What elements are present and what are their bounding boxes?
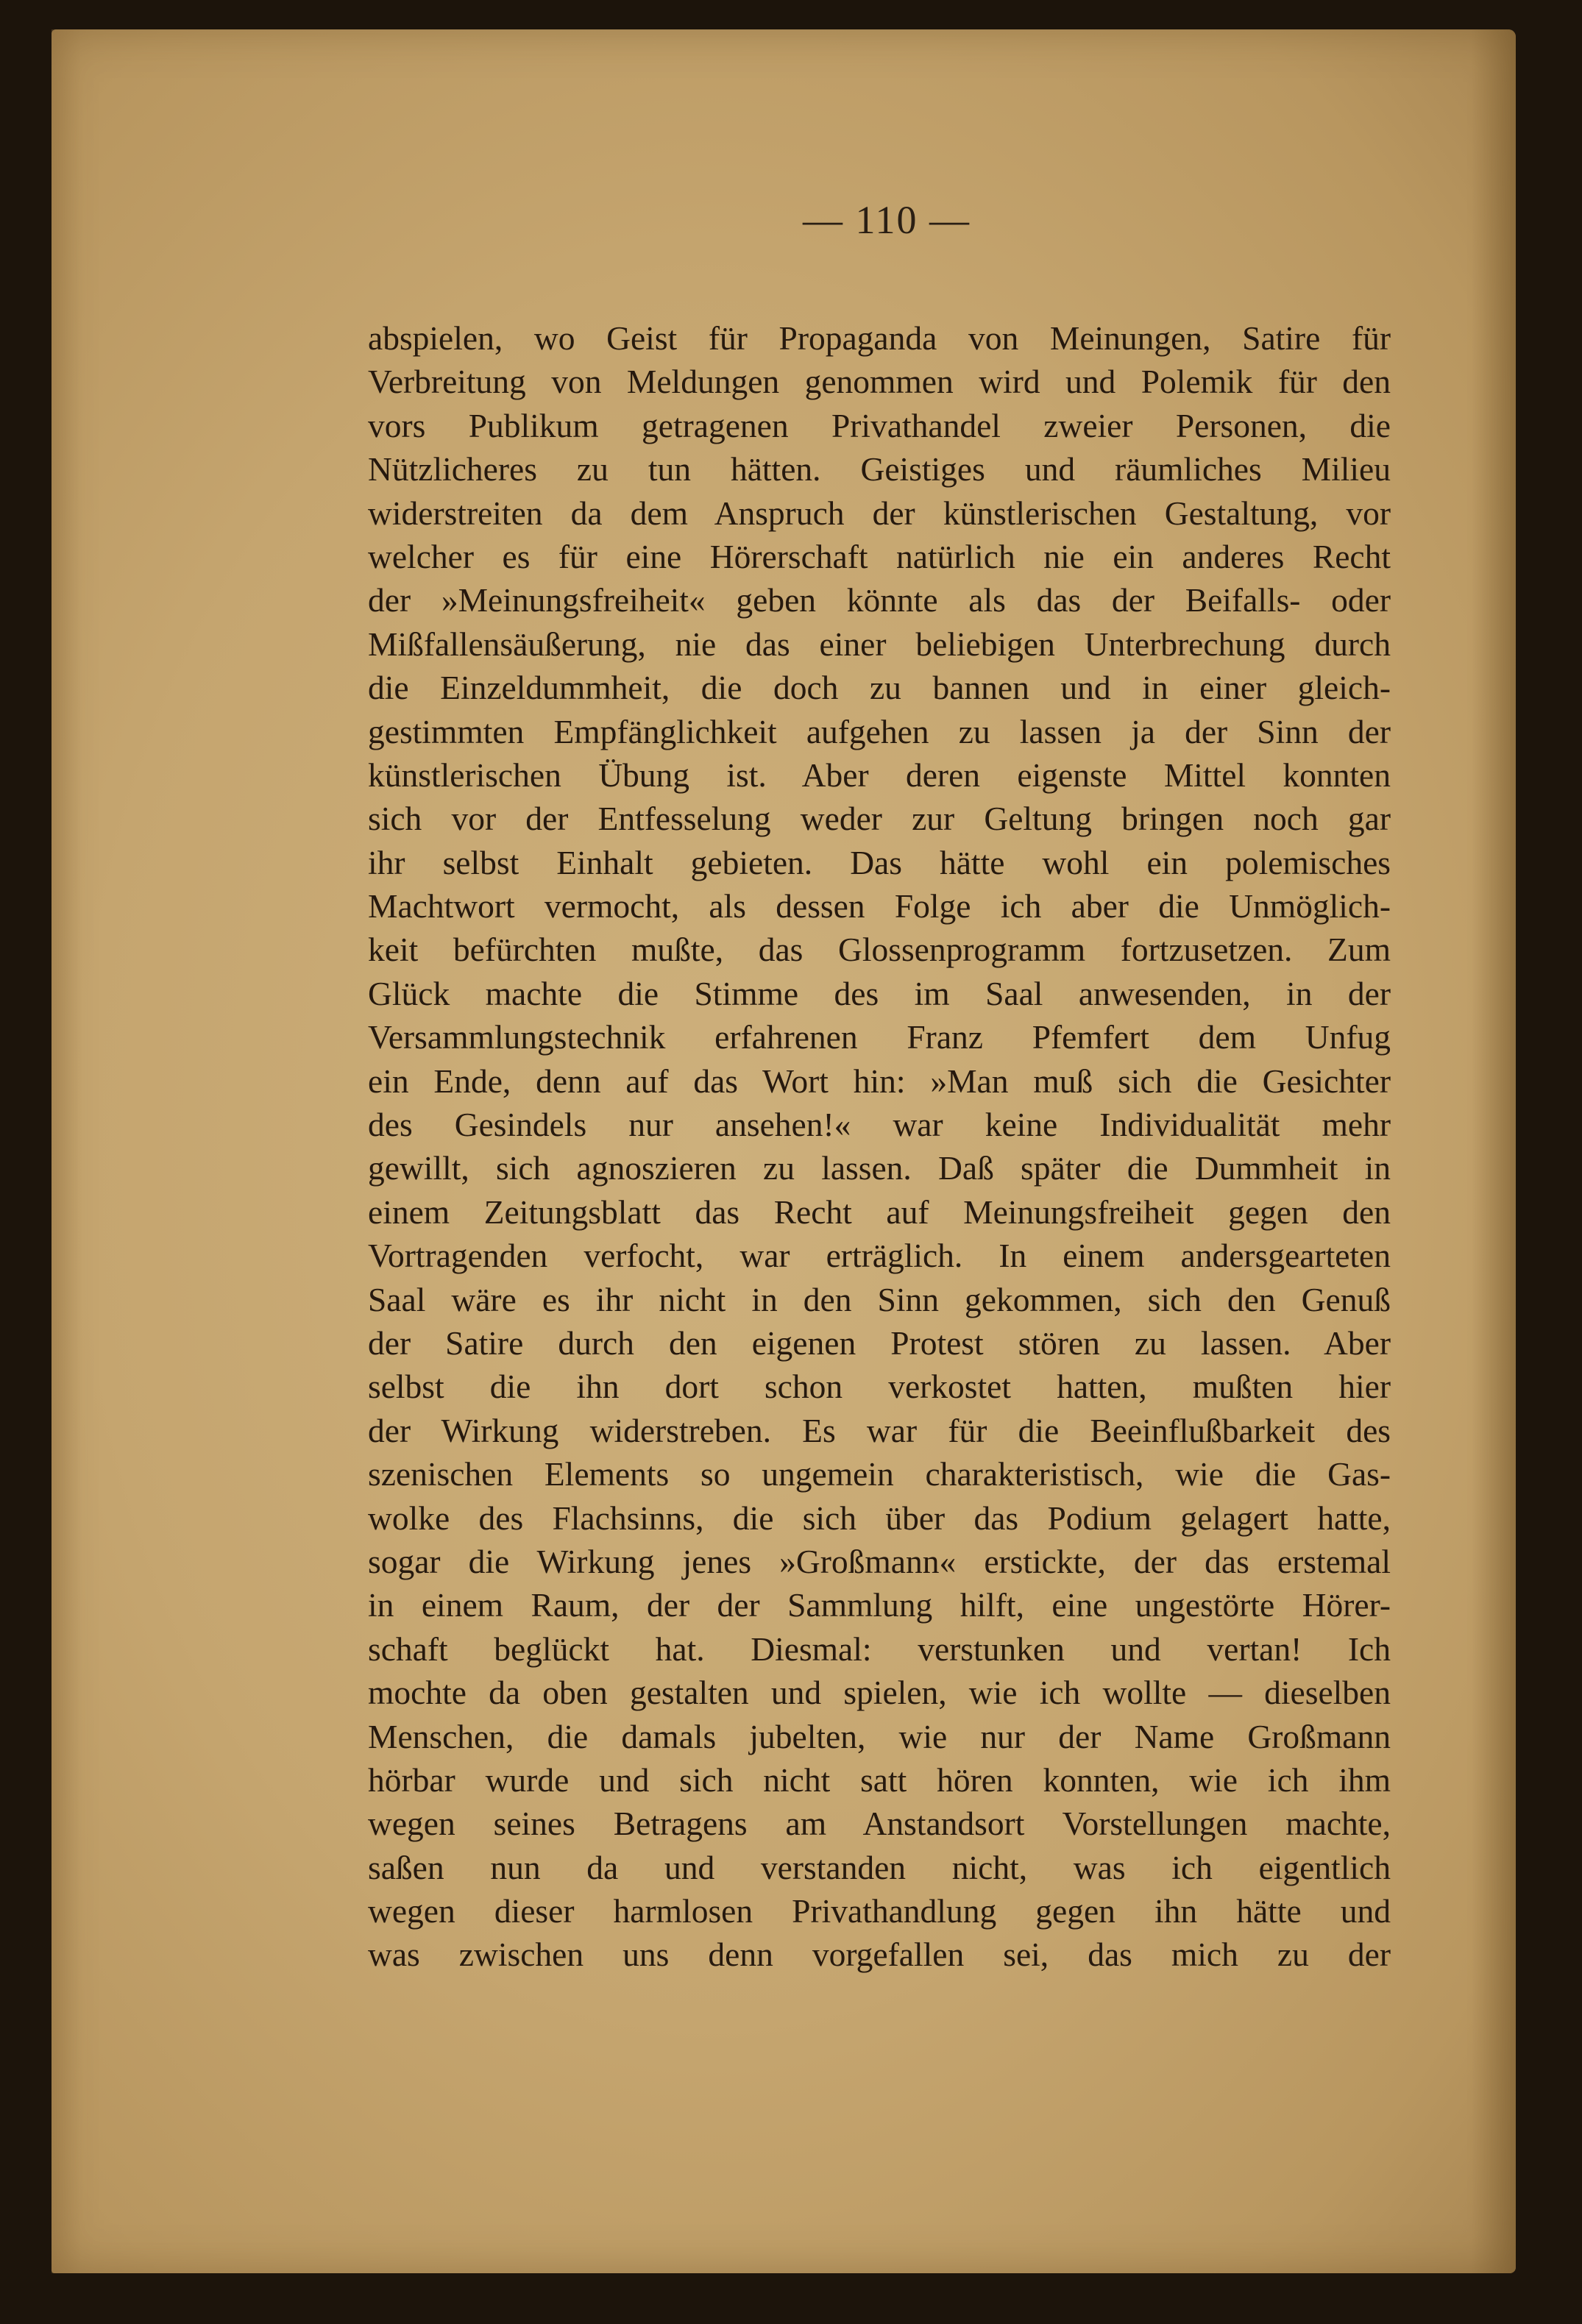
- text-line: wolke des Flachsinns, die sich über das Podium gelagert hatte,: [368, 1499, 1391, 1537]
- text-line: sogar die Wirkung jenes »Großmann« erstickte, der das erstemal: [368, 1542, 1391, 1580]
- text-line: Machtwort vermocht, als dessen Folge ich aber die Unmöglich-: [368, 887, 1391, 925]
- page-number: — 110 —: [803, 198, 971, 242]
- text-line: Mißfallensäußerung, nie das einer beliebigen Unterbrechung durch: [368, 625, 1391, 663]
- text-line: keit befürchten mußte, das Glossenprogramm fortzusetzen. Zum: [368, 931, 1391, 969]
- text-line: Menschen, die damals jubelten, wie nur der Name Großmann: [368, 1717, 1391, 1755]
- text-line: künstlerischen Übung ist. Aber deren eigenste Mittel konnten: [368, 756, 1391, 794]
- text-line: selbst die ihn dort schon verkostet hatten, mußten hier: [368, 1368, 1391, 1406]
- text-line: welcher es für eine Hörerschaft natürlich nie ein anderes Recht: [368, 537, 1391, 575]
- text-line: schaft beglückt hat. Diesmal: verstunken und vertan! Ich: [368, 1630, 1391, 1668]
- text-line: Glück machte die Stimme des im Saal anwesenden, in der: [368, 974, 1391, 1012]
- text-line: gestimmten Empfänglichkeit aufgehen zu lassen ja der Sinn der: [368, 712, 1391, 750]
- text-line: widerstreiten da dem Anspruch der künstlerischen Gestaltung, vor: [368, 494, 1391, 532]
- text-line: Nützlicheres zu tun hätten. Geistiges und räumliches Milieu: [368, 450, 1391, 488]
- text-line: szenischen Elements so ungemein charakteristisch, wie die Gas-: [368, 1455, 1391, 1493]
- text-line: ein Ende, denn auf das Wort hin: »Man muß sich die Gesichter: [368, 1062, 1391, 1100]
- text-line: sich vor der Entfesselung weder zur Geltung bringen noch gar: [368, 800, 1391, 838]
- text-line: wegen seines Betragens am Anstandsort Vorstellungen machte,: [368, 1805, 1391, 1843]
- text-line: Saal wäre es ihr nicht in den Sinn gekommen, sich den Genuß: [368, 1280, 1391, 1318]
- page-edge-shading: [1472, 29, 1516, 2273]
- text-line: gewillt, sich agnoszieren zu lassen. Daß später die Dummheit in: [368, 1149, 1391, 1187]
- text-line: Vortragenden verfocht, war erträglich. In einem andersgearteten: [368, 1237, 1391, 1275]
- text-line: des Gesindels nur ansehen!« war keine Individualität mehr: [368, 1106, 1391, 1144]
- text-line: mochte da oben gestalten und spielen, wie ich wollte — dieselben: [368, 1674, 1391, 1712]
- text-line: Versammlungstechnik erfahrenen Franz Pfemfert dem Unfug: [368, 1018, 1391, 1056]
- text-line: hörbar wurde und sich nicht satt hören konnten, wie ich ihm: [368, 1760, 1391, 1799]
- text-line: abspielen, wo Geist für Propaganda von Meinungen, Satire für: [368, 319, 1391, 357]
- text-line: ihr selbst Einhalt gebieten. Das hätte wohl ein polemisches: [368, 843, 1391, 881]
- text-line: vors Publikum getragenen Privathandel zweier Personen, die: [368, 406, 1391, 444]
- text-line: der »Meinungsfreiheit« geben könnte als das der Beifalls- oder: [368, 581, 1391, 619]
- text-line: wegen dieser harmlosen Privathandlung gegen ihn hätte und: [368, 1892, 1391, 1930]
- body-text: [368, 316, 1391, 1977]
- text-line: saßen nun da und verstanden nicht, was ich eigentlich: [368, 1848, 1391, 1886]
- text-line: einem Zeitungsblatt das Recht auf Meinungsfreiheit gegen den: [368, 1193, 1391, 1231]
- text-line: was zwischen uns denn vorgefallen sei, das mich zu der: [368, 1936, 1391, 1974]
- page-gutter-shading: [52, 29, 81, 2273]
- text-line: der Wirkung widerstreben. Es war für die Beeinflußbarkeit des: [368, 1411, 1391, 1449]
- text-line: der Satire durch den eigenen Protest stören zu lassen. Aber: [368, 1323, 1391, 1362]
- text-line: in einem Raum, der der Sammlung hilft, eine ungestörte Hörer-: [368, 1586, 1391, 1624]
- text-line: die Einzeldummheit, die doch zu bannen und in einer gleich-: [368, 669, 1391, 707]
- text-line: Verbreitung von Meldungen genommen wird und Polemik für den: [368, 363, 1391, 401]
